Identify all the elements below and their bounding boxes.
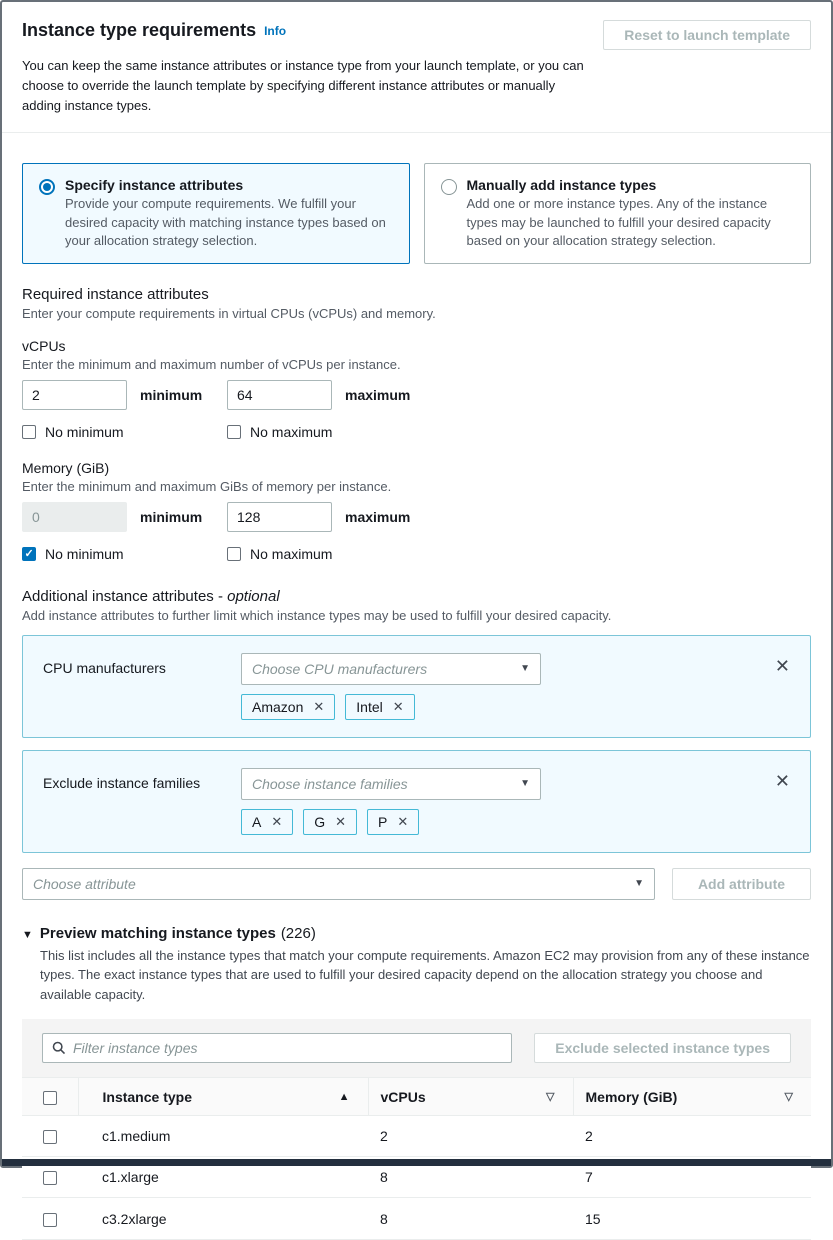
cell-vcpus: 8 <box>368 1157 573 1198</box>
cell-memory: 7 <box>573 1157 811 1198</box>
info-link[interactable]: Info <box>264 24 287 38</box>
bottom-navy-bar <box>2 1159 831 1166</box>
select-all-checkbox[interactable] <box>43 1091 57 1105</box>
chevron-down-icon: ▼ <box>520 663 530 675</box>
select-placeholder: Choose instance families <box>252 775 408 792</box>
remove-attribute-icon[interactable]: ✕ <box>774 655 790 676</box>
table-row <box>22 1198 811 1239</box>
cpu-manufacturers-select[interactable] <box>241 653 541 685</box>
memory-no-maximum-checkbox[interactable] <box>227 546 432 562</box>
attribute-row-cpu-manufacturers <box>22 635 811 738</box>
preview-description: This list includes all the instance types that match your compute requirements. Amazon EC2 may provision from any of these instance types. The exact instance types that are used to fulfill your desired capacity depend on the allocation strategy you choose and available capacity. <box>40 947 810 1002</box>
vcpus-maximum-input[interactable] <box>227 380 332 410</box>
sort-icon[interactable]: ▽ <box>546 1091 555 1104</box>
optional-label: optional <box>227 587 280 605</box>
mode-card-title: Specify instance attributes <box>65 177 244 194</box>
select-placeholder: Choose CPU manufacturers <box>252 660 428 677</box>
memory-label: Memory (GiB) <box>22 459 110 476</box>
sort-icon[interactable]: ▽ <box>784 1091 793 1104</box>
memory-no-minimum-checkbox[interactable] <box>22 546 227 562</box>
preview-count: (226) <box>280 924 316 942</box>
exclude-selected-button[interactable]: Exclude selected instance types <box>534 1033 791 1063</box>
section-header <box>2 2 831 133</box>
token-amazon: Amazon ✕ <box>241 694 335 720</box>
vcpus-maximum-label: maximum <box>345 386 411 403</box>
memory-group <box>22 460 811 562</box>
token-remove-icon[interactable]: ✕ <box>271 813 283 829</box>
memory-maximum-input[interactable] <box>227 502 332 532</box>
vcpus-no-minimum-label: No minimum <box>45 423 124 440</box>
vcpus-no-minimum-checkbox[interactable] <box>22 424 227 440</box>
mode-card-description: Provide your compute requirements. We fulfill your desired capacity with matching instance types based on your allocation strategy selection. <box>65 196 386 248</box>
table-header-row <box>22 1078 811 1115</box>
cell-instance-type: c1.medium <box>78 1115 368 1156</box>
instance-families-select[interactable] <box>241 768 541 800</box>
radio-unselected-icon[interactable] <box>441 179 457 195</box>
filter-instance-types-input[interactable] <box>42 1033 512 1063</box>
row-checkbox[interactable] <box>43 1171 57 1185</box>
choose-attribute-select[interactable] <box>22 868 655 900</box>
search-icon <box>52 1041 66 1055</box>
token-a: A ✕ <box>241 809 293 835</box>
preview-title: Preview matching instance types <box>39 924 276 942</box>
token-remove-icon[interactable]: ✕ <box>313 698 325 714</box>
vcpus-no-maximum-label: No maximum <box>250 423 333 440</box>
memory-no-minimum-label: No minimum <box>45 545 124 562</box>
vcpus-no-maximum-checkbox[interactable] <box>227 424 432 440</box>
column-header-instance-type[interactable]: Instance type ▲ <box>78 1078 368 1115</box>
vcpus-label: vCPUs <box>22 337 66 354</box>
memory-minimum-input[interactable] <box>22 502 127 532</box>
cell-instance-type: c1.xlarge <box>78 1157 368 1198</box>
memory-no-maximum-label: No maximum <box>250 545 333 562</box>
mode-selection <box>22 163 811 264</box>
expanded-caret-icon[interactable]: ▼ <box>22 928 33 941</box>
cell-vcpus: 2 <box>368 1115 573 1156</box>
token-g: G ✕ <box>303 809 357 835</box>
preview-section-toggle[interactable] <box>22 925 811 942</box>
header-description: You can keep the same instance attributes or instance type from your launch template, or you can choose to override the launch template by specifying different instance attributes or manually adding instance types. <box>22 58 584 114</box>
memory-maximum-label: maximum <box>345 508 411 525</box>
add-attribute-button[interactable]: Add attribute <box>672 868 811 900</box>
token-p: P ✕ <box>367 809 419 835</box>
mode-card-manually-add[interactable] <box>424 163 812 264</box>
cell-memory: 2 <box>573 1115 811 1156</box>
vcpus-group <box>22 338 811 440</box>
checkbox-icon[interactable] <box>227 425 241 439</box>
mode-card-specify-attributes[interactable] <box>22 163 410 264</box>
checkbox-checked-icon[interactable] <box>22 547 36 561</box>
token-remove-icon[interactable]: ✕ <box>397 813 409 829</box>
vcpus-minimum-input[interactable] <box>22 380 127 410</box>
vcpus-description: Enter the minimum and maximum number of vCPUs per instance. <box>22 356 401 372</box>
required-attributes-description: Enter your compute requirements in virtual CPUs (vCPUs) and memory. <box>22 305 436 321</box>
column-header-vcpus[interactable]: vCPUs ▽ <box>368 1078 573 1115</box>
table-row <box>22 1115 811 1156</box>
vcpus-minimum-label: minimum <box>140 386 203 403</box>
memory-description: Enter the minimum and maximum GiBs of memory per instance. <box>22 478 392 494</box>
page-title: Instance type requirements <box>22 20 257 40</box>
filter-placeholder: Filter instance types <box>73 1040 198 1057</box>
checkbox-icon[interactable] <box>22 425 36 439</box>
chevron-down-icon: ▼ <box>520 778 530 790</box>
reset-to-launch-template-button[interactable]: Reset to launch template <box>603 20 811 50</box>
required-attributes-title: Required instance attributes <box>22 285 209 303</box>
cell-vcpus: 8 <box>368 1198 573 1239</box>
memory-minimum-label: minimum <box>140 508 203 525</box>
remove-attribute-icon[interactable]: ✕ <box>774 770 790 791</box>
attribute-row-exclude-families <box>22 750 811 853</box>
token-remove-icon[interactable]: ✕ <box>335 813 347 829</box>
cell-instance-type: c3.2xlarge <box>78 1198 368 1239</box>
radio-selected-icon[interactable] <box>39 179 55 195</box>
chevron-down-icon: ▼ <box>634 878 644 890</box>
column-header-memory[interactable]: Memory (GiB) ▽ <box>573 1078 811 1115</box>
additional-attributes-title: Additional instance attributes - optional <box>22 587 280 605</box>
sort-ascending-icon[interactable]: ▲ <box>338 1090 350 1103</box>
mode-card-description: Add one or more instance types. Any of the instance types may be launched to fulfill your desired capacity based on your allocation strategy selection. <box>466 196 771 248</box>
instance-types-table-panel <box>22 1019 811 1239</box>
cell-memory: 15 <box>573 1198 811 1239</box>
attribute-label: CPU manufacturers <box>43 659 166 676</box>
select-placeholder: Choose attribute <box>33 875 136 892</box>
token-remove-icon[interactable]: ✕ <box>392 698 404 714</box>
attribute-label: Exclude instance families <box>43 774 201 791</box>
token-intel: Intel ✕ <box>345 694 414 720</box>
additional-attributes-description: Add instance attributes to further limit which instance types may be used to fulfill your desired capacity. <box>22 607 612 623</box>
checkbox-icon[interactable] <box>227 547 241 561</box>
row-checkbox[interactable] <box>43 1130 57 1144</box>
mode-card-title: Manually add instance types <box>466 177 657 194</box>
row-checkbox[interactable] <box>43 1213 57 1227</box>
